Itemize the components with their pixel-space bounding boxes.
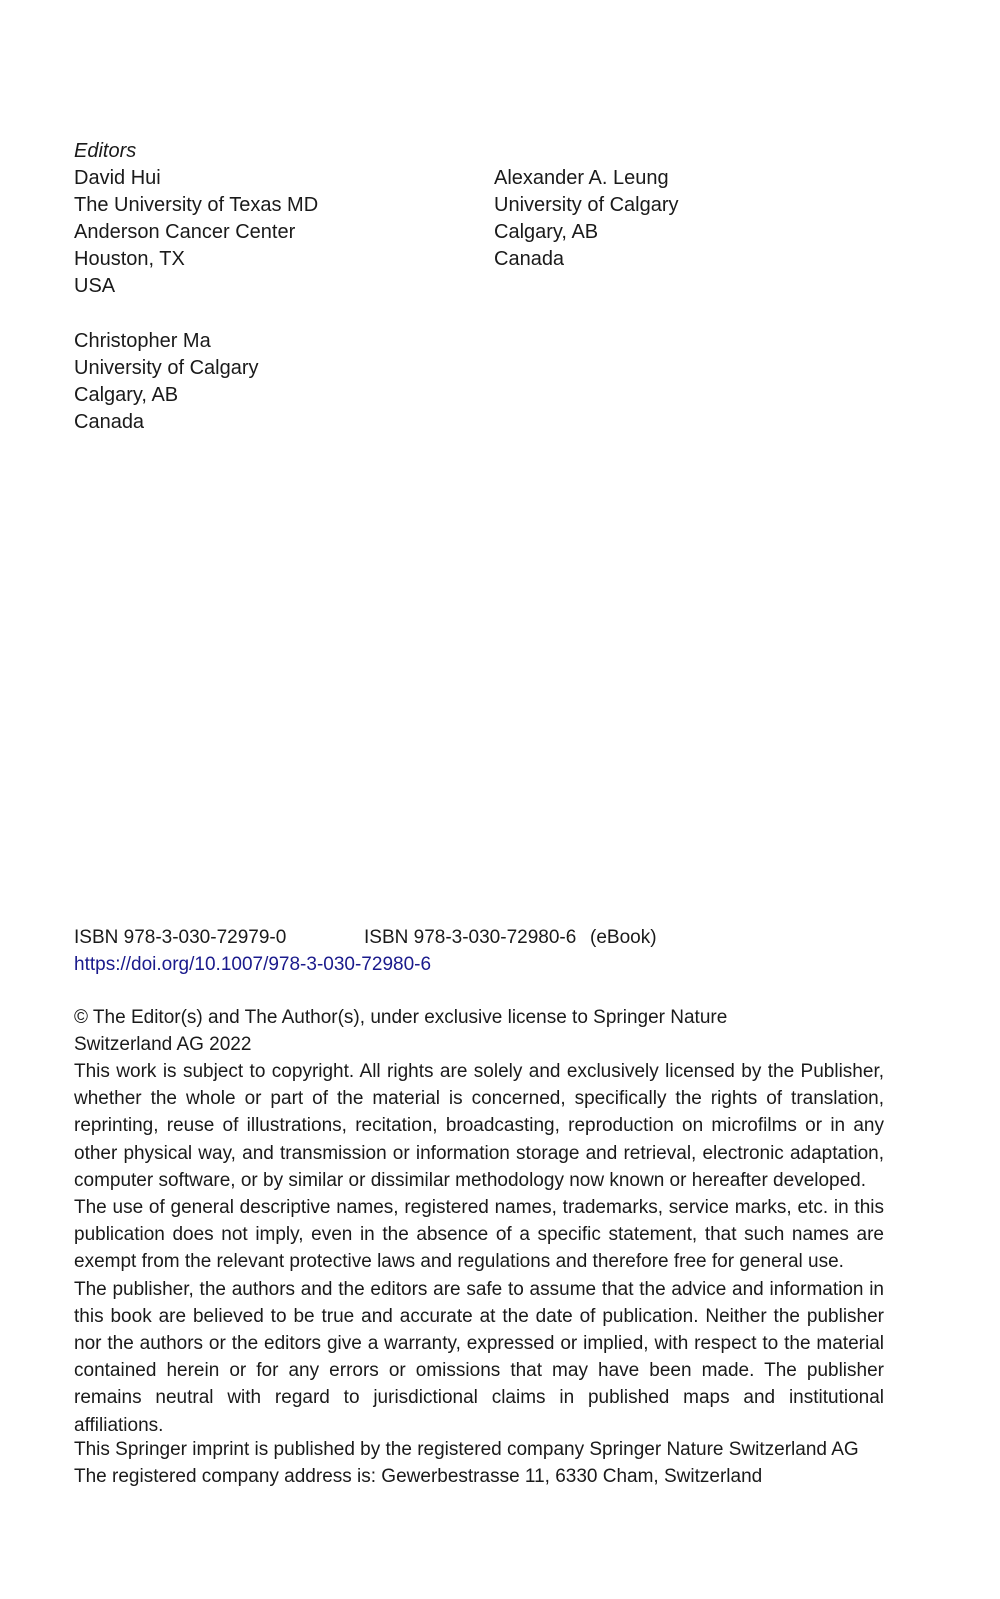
editor-country-line: USA bbox=[74, 275, 116, 297]
isbn-ebook-label: (eBook) bbox=[590, 927, 657, 948]
disclaimer-paragraph: The publisher, the authors and the editors are safe to assume that the advice and information in this book are believed to be true and accurate at the date of publication. Neither the publisher nor the authors or the editors give a warranty, expressed or implied, with respect to the material contained herein or for any errors or omissions that may have been made. The publisher remains neutral with regard to jurisdictional claims in published maps and institutional affiliations. bbox=[74, 1278, 884, 1436]
editor-name: David Hui bbox=[74, 167, 161, 189]
imprint-address-line: The registered company address is: Gewerbestrasse 11, 6330 Cham, Switzerland bbox=[74, 1466, 763, 1487]
legal-text-block bbox=[74, 1058, 884, 1439]
editor-city-line: Houston, TX bbox=[74, 248, 185, 270]
editor-name: Alexander A. Leung bbox=[494, 167, 669, 189]
copyright-line: © The Editor(s) and The Author(s), under exclusive license to Springer Nature bbox=[74, 1007, 728, 1028]
editors-heading: Editors bbox=[74, 140, 137, 162]
editor-city-line: Calgary, AB bbox=[494, 221, 599, 243]
isbn-print: ISBN 978-3-030-72979-0 bbox=[74, 927, 287, 948]
editor-affiliation-line: University of Calgary bbox=[494, 194, 679, 216]
trademark-paragraph: The use of general descriptive names, registered names, trademarks, service marks, etc. in this publication does not imply, even in the absence of a specific statement, that such names are exempt from the relevant protective laws and regulations and therefore free for general use. bbox=[74, 1197, 884, 1273]
editor-affiliation-line: Anderson Cancer Center bbox=[74, 221, 296, 243]
editor-affiliation-line: The University of Texas MD bbox=[74, 194, 319, 216]
editor-affiliation-line: University of Calgary bbox=[74, 357, 259, 379]
editor-country-line: Canada bbox=[494, 248, 565, 270]
copyright-paragraph: This work is subject to copyright. All rights are solely and exclusively licensed by the Publisher, whether the whole or part of the material is concerned, specifically the rights of translation, reprinting, reuse of illustrations, recitation, broadcasting, reproduction on microfilms or in any other physical way, and transmission or information storage and retrieval, electronic adaptation, computer software, or by similar or dissimilar methodology now known or hereafter developed. bbox=[74, 1061, 884, 1191]
editor-name: Christopher Ma bbox=[74, 330, 211, 352]
editor-city-line: Calgary, AB bbox=[74, 384, 179, 406]
doi-link[interactable]: https://doi.org/10.1007/978-3-030-72980-6 bbox=[74, 954, 432, 975]
isbn-ebook: ISBN 978-3-030-72980-6 bbox=[364, 927, 577, 948]
editor-country-line: Canada bbox=[74, 411, 145, 433]
copyright-line: Switzerland AG 2022 bbox=[74, 1034, 252, 1055]
imprint-line: This Springer imprint is published by the registered company Springer Nature Switzerland AG bbox=[74, 1439, 859, 1460]
